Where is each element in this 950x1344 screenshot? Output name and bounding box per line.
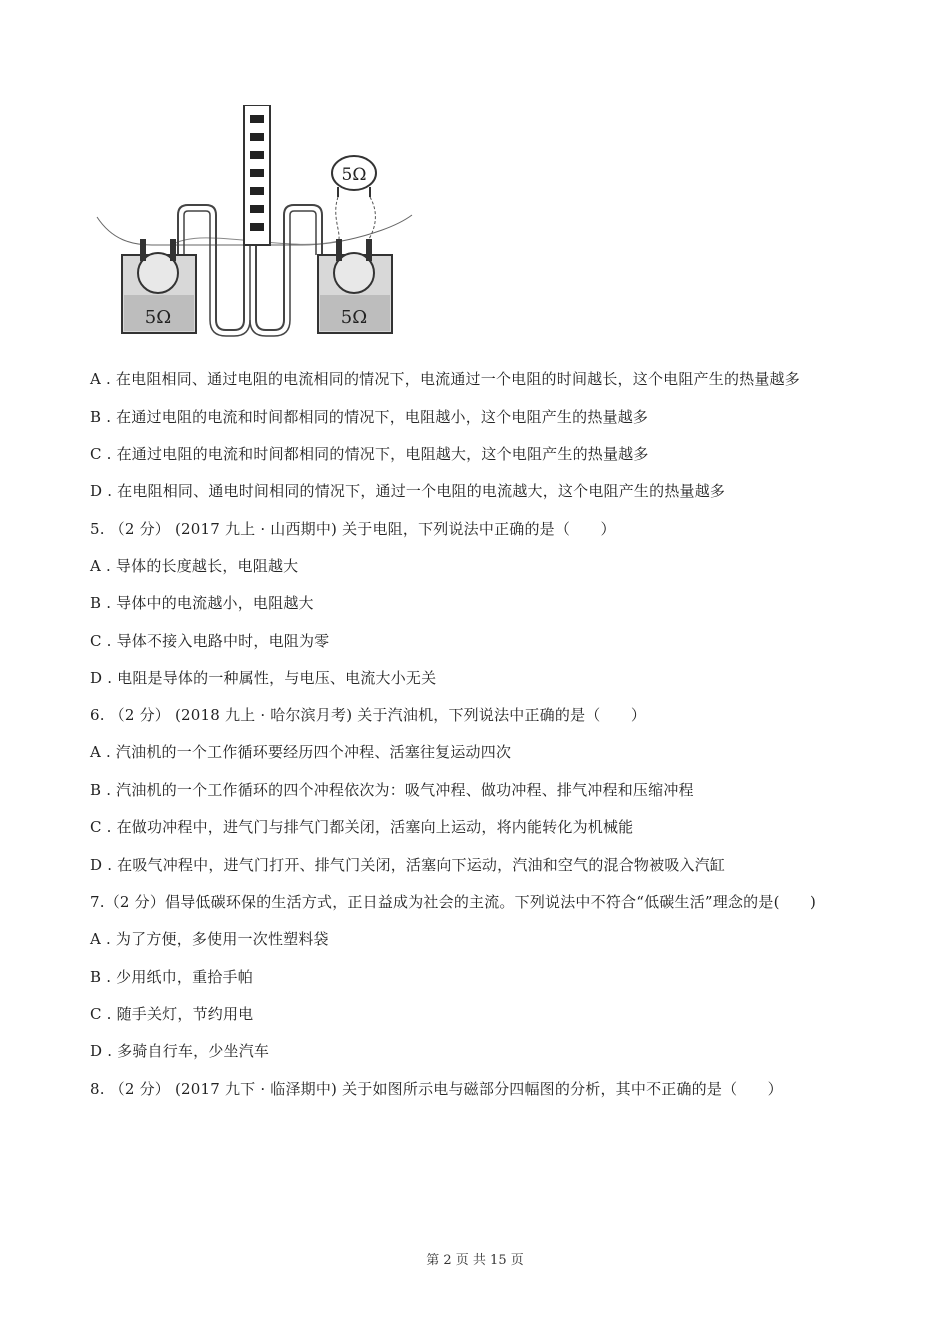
q6-option-b: B . 汽油机的一个工作循环的四个冲程依次为：吸气冲程、做功冲程、排气冲程和压缩冲程	[90, 781, 694, 799]
q6-option-a: A . 汽油机的一个工作循环要经历四个冲程、活塞往复运动四次	[90, 743, 512, 761]
q5-option-a: A . 导体的长度越长，电阻越大	[90, 557, 299, 575]
q6-option-c: C . 在做功冲程中，进气门与排气门都关闭，活塞向上运动，将内能转化为机械能	[90, 818, 634, 836]
external-resistor-label: 5Ω	[341, 165, 367, 185]
q6-stem: 6. （2 分） (2018 九上 · 哈尔滨月考) 关于汽油机，下列说法中正确的是（ ）	[90, 706, 647, 724]
right-resistor-label: 5Ω	[340, 307, 368, 328]
q5-stem: 5. （2 分） (2017 九上 · 山西期中) 关于电阻，下列说法中正确的是（ ）	[90, 520, 616, 538]
q4-option-c: C . 在通过电阻的电流和时间都相同的情况下，电阻越大，这个电阻产生的热量越多	[90, 445, 649, 463]
q7-option-a: A . 为了方便，多使用一次性塑料袋	[90, 930, 329, 948]
q7-option-d: D . 多骑自行车，少坐汽车	[90, 1042, 270, 1060]
joule-heating-apparatus	[92, 105, 422, 340]
q4-option-d: D . 在电阻相同、通电时间相同的情况下，通过一个电阻的电流越大，这个电阻产生的热量越多	[90, 482, 726, 500]
q5-option-b: B . 导体中的电流越小，电阻越大	[90, 594, 314, 612]
q8-stem: 8. （2 分） (2017 九下 · 临泽期中) 关于如图所示电与磁部分四幅图的分析，其中不正确的是（ ）	[90, 1080, 783, 1098]
q5-option-d: D . 电阻是导体的一种属性，与电压、电流大小无关	[90, 669, 437, 687]
q7-stem: 7.（2 分）倡导低碳环保的生活方式，正日益成为社会的主流。下列说法中不符合“低碳生活”理念的是( )	[90, 893, 817, 911]
experiment-figure	[92, 105, 422, 340]
q7-option-c: C . 随手关灯，节约用电	[90, 1005, 254, 1023]
left-resistor-label: 5Ω	[144, 307, 172, 328]
q6-option-d: D . 在吸气冲程中，进气门打开、排气门关闭，活塞向下运动，汽油和空气的混合物被吸入汽缸	[90, 856, 726, 874]
q7-option-b: B . 少用纸巾，重拾手帕	[90, 968, 253, 986]
q4-option-b: B . 在通过电阻的电流和时间都相同的情况下，电阻越小，这个电阻产生的热量越多	[90, 408, 649, 426]
page-footer: 第 2 页 共 15 页	[426, 1253, 524, 1268]
q4-option-a: A . 在电阻相同、通过电阻的电流相同的情况下，电流通过一个电阻的时间越长，这个电阻产生的热量越多	[90, 370, 800, 388]
q5-option-c: C . 导体不接入电路中时，电阻为零	[90, 632, 330, 650]
